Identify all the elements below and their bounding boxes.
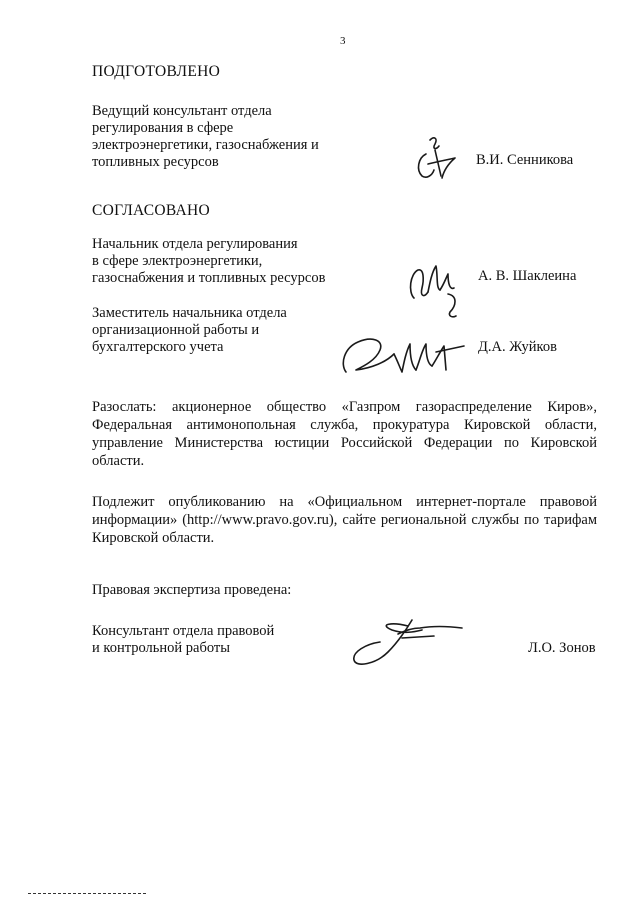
legal-review-name: Л.О. Зонов <box>528 640 596 656</box>
footer-divider <box>28 893 146 894</box>
prepared-name: В.И. Сенникова <box>476 152 574 168</box>
signature-senikova <box>408 132 468 184</box>
signer-1-name: А. В. Шаклеина <box>478 268 577 284</box>
signer-2-position: Заместитель начальника отдела организационной работы и бухгалтерского учета <box>92 305 287 355</box>
legal-review-note: Правовая экспертиза проведена: <box>92 582 292 598</box>
signature-zonov <box>348 612 466 670</box>
agreed-heading: СОГЛАСОВАНО <box>92 202 211 219</box>
signature-shakleina <box>402 258 470 320</box>
prepared-heading: ПОДГОТОВЛЕНО <box>92 63 221 80</box>
prepared-position: Ведущий консультант отдела регулирования в сфере электроэнергетики, газоснабжения и топливных ресурсов <box>92 103 319 170</box>
signature-zhuikov <box>336 332 468 378</box>
page-number: 3 <box>340 35 346 47</box>
signer-2-name: Д.А. Жуйков <box>478 339 557 355</box>
distribution-paragraph: Разослать: акционерное общество «Газпром газораспределение Киров», Федеральная антимонопольная служба, прокуратура Кировской области, управление Министерства юстиции Российской Федерации по Кировской области. <box>92 399 597 469</box>
legal-review-position: Консультант отдела правовой и контрольной работы <box>92 623 275 656</box>
publication-paragraph: Подлежит опубликованию на «Официальном интернет-портале правовой информации» (http://www.pravo.gov.ru), сайте региональной службы по тарифам Кировской области. <box>92 494 597 546</box>
signer-1-position: Начальник отдела регулирования в сфере электроэнергетики, газоснабжения и топливных ресурсов <box>92 236 326 286</box>
